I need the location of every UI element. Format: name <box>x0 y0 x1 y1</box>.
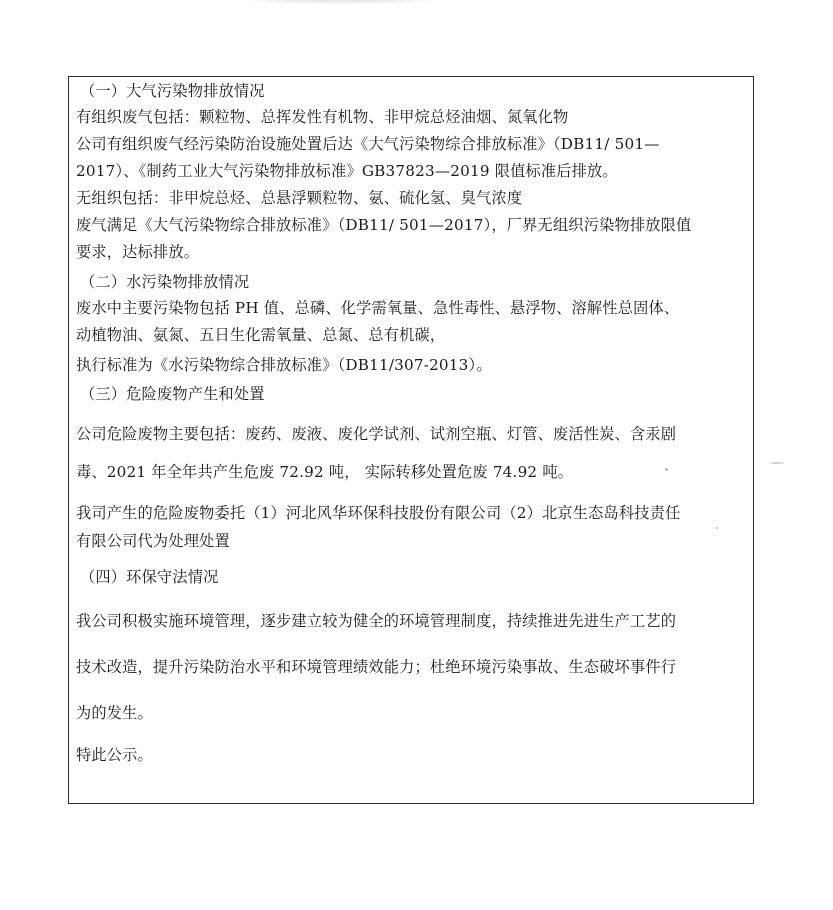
section-heading-compliance: （四）环保守法情况 <box>80 568 219 586</box>
hazardous-waste-contractors-1: 我司产生的危险废物委托（1）河北风华环保科技股份有限公司（2）北京生态岛科技责任 <box>76 504 681 522</box>
section-heading-air: （一）大气污染物排放情况 <box>80 82 265 100</box>
scan-speck <box>716 527 718 529</box>
scan-speck <box>665 468 668 471</box>
compliance-text-3: 为的发生。 <box>76 704 153 722</box>
hazardous-waste-contractors-2: 有限公司代为处理处置 <box>76 532 230 550</box>
organized-emissions-list: 有组织废气包括：颗粒物、总挥发性有机物、非甲烷总烃油烟、氮氧化物 <box>76 108 569 126</box>
section-heading-water: （二）水污染物排放情况 <box>80 273 250 291</box>
unorganized-emissions-std-1: 废气满足《大气污染物综合排放标准》（DB11/ 501—2017），厂界无组织污染物排放限值 <box>76 216 692 234</box>
compliance-text-2: 技术改造，提升污染防治水平和环境管理绩效能力；杜绝环境污染事故、生态破坏事件行 <box>76 658 677 676</box>
wastewater-standard: 执行标准为《水污染物综合排放标准》（DB11/307-2013）。 <box>76 356 492 374</box>
wastewater-pollutants-1: 废水中主要污染物包括 PH 值、总磷、化学需氧量、急性毒性、悬浮物、溶解性总固体、 <box>76 299 680 317</box>
organized-emissions-std-2: 2017）、《制药工业大气污染物排放标准》GB37823—2019 限值标准后排放。 <box>76 162 618 180</box>
hazardous-waste-amounts: 毒、2021 年全年共产生危废 72.92 吨， 实际转移处置危废 74.92 吨。 <box>76 463 574 481</box>
wastewater-pollutants-2: 动植物油、氨氮、五日生化需氧量、总氮、总有机碳， <box>76 326 446 344</box>
scan-speck <box>770 462 784 464</box>
scan-edge-shadow <box>250 0 430 4</box>
unorganized-emissions-std-2: 要求，达标排放。 <box>76 243 200 261</box>
unorganized-emissions-list: 无组织包括：非甲烷总烃、总悬浮颗粒物、氨、硫化氢、臭气浓度 <box>76 189 523 207</box>
closing-notice: 特此公示。 <box>76 746 153 764</box>
hazardous-waste-types: 公司危险废物主要包括：废药、废液、废化学试剂、试剂空瓶、灯管、废活性炭、含汞剧 <box>76 425 677 443</box>
section-heading-hazardous: （三）危险废物产生和处置 <box>80 385 265 403</box>
organized-emissions-std-1: 公司有组织废气经污染防治设施处置后达《大气污染物综合排放标准》（DB11/ 501— <box>76 135 660 153</box>
compliance-text-1: 我公司积极实施环境管理，逐步建立较为健全的环境管理制度，持续推进先进生产工艺的 <box>76 612 677 630</box>
